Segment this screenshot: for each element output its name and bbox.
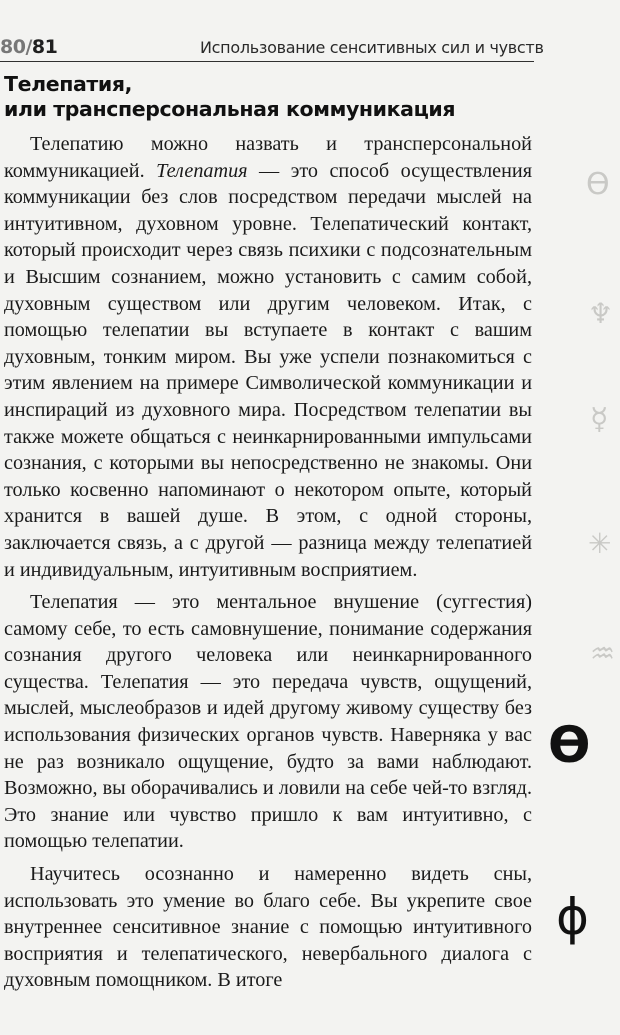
faint-margin-symbol-4: ✳ — [588, 527, 612, 560]
header-rule — [0, 61, 534, 62]
faint-margin-symbol-5: ♒ — [590, 637, 616, 670]
paragraph-2: Телепатия — это ментальное внушение (суггестия) самому себе, то есть самовнушение, понимание содержания сознания другого человека или неинкарнированного существа. Телепатия — это передача чувств, ощущений, мыслей, мыслеобразов и идей другому живому существу без использования физических органов чувств. Наверняка у вас не раз возникало ощущение, будто за вами наблюдают. Возможно, вы оборачивались и ловили на себе чей-то взгляд. Это знание или чувство пришло к вам интуитивно, с помощью телепатии. — [4, 591, 532, 853]
paragraph-1-rest: — это способ осуществления коммуникации без слов посредством передачи мыслей на интуитивном, духовном уровне. Телепатический контакт, который происходит через связь психики с подсознательным и Высшим сознанием, можно установить с самим собой, духовным существом или другим человеком. Итак, с помощью телепатии вы вступаете в контакт с вашим духовным, тонким миром. Вы уже успели познакомиться с этим явлением на примере Символической коммуникации и инспираций из духовного мира. Посредством телепатии вы также можете общаться с неинкарнированными импульсами сознания, с которыми вы непосредственно не знакомы. Они только косвенно напоминают о некотором опыте, который хранится в вашей душе. В этом, с одной стороны, заключается связь, а с другой — разница между телепатией и индивидуальным, интуитивным восприятием. — [4, 159, 532, 581]
page-number — [0, 36, 57, 58]
section-title-line-2: или трансперсональная коммуникация — [4, 97, 456, 121]
faint-margin-symbol-2: ♆ — [588, 297, 614, 330]
section-title — [4, 72, 534, 122]
paragraph-3: Научитесь осознанно и намеренно видеть сны, использовать это умение во благо себе. Вы укрепите свое внутреннее сенситивное знание с помощью интуитивного восприятия и телепатического, невербального диалога с духовным помощником. В итоге — [4, 863, 532, 992]
body-text — [4, 131, 532, 994]
faint-margin-symbol-1: ϴ — [586, 167, 610, 202]
paragraph-1-start: Телепатию можно назвать и трансперсональной коммуникацией. — [4, 133, 532, 182]
faint-margin-symbol-3: ☿ — [590, 402, 609, 437]
margin-symbol-theta: ϴ — [548, 716, 591, 774]
paragraph-1-emphasis: Телепатия — [156, 159, 248, 182]
running-header: Использование сенситивных сил и чувств — [200, 38, 544, 57]
section-title-line-1: Телепатия, — [4, 72, 132, 96]
margin-symbol-phi: ϕ — [556, 888, 589, 946]
paragraph-1 — [4, 131, 532, 583]
page-number-current: 81 — [31, 36, 58, 58]
page-number-prefix: 80/ — [0, 36, 32, 58]
